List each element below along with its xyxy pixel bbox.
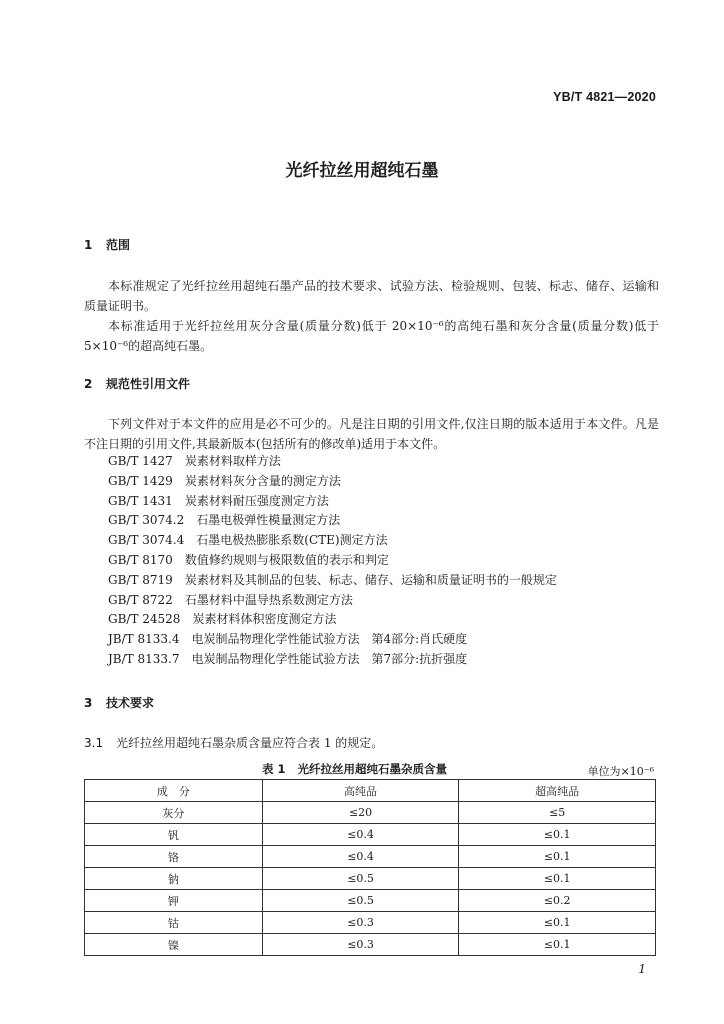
high-purity-cell: ≤0.4: [262, 824, 459, 846]
document-title: 光纤拉丝用超纯石墨: [285, 161, 439, 181]
reference-item: GB/T 8719 炭素材料及其制品的包装、标志、储存、运输和质量证明书的一般规定: [108, 572, 557, 587]
scope-paragraph-2: 本标准适用于光纤拉丝用灰分含量(质量分数)低于 20×10⁻⁶的高纯石墨和灰分含量(质量分数)低于 5×10⁻⁶的超高纯石墨。: [84, 319, 659, 353]
section-1-heading: [84, 236, 130, 253]
high-purity-cell: ≤0.5: [262, 868, 459, 890]
section-number: 3: [84, 696, 93, 710]
column-header-component: 成 分: [85, 780, 263, 802]
section-title: 范围: [106, 238, 131, 252]
section-3-heading: [84, 694, 154, 711]
component-cell: 钴: [85, 912, 263, 934]
table-row: [85, 890, 656, 912]
high-purity-cell: ≤0.5: [262, 890, 459, 912]
component-cell: 铬: [85, 846, 263, 868]
table-caption: [262, 761, 447, 777]
high-purity-cell: ≤0.3: [262, 934, 459, 956]
component-cell: 灰分: [85, 802, 263, 824]
reference-item: GB/T 8170 数值修约规则与极限数值的表示和判定: [108, 552, 389, 567]
column-header-high-purity: 高纯品: [262, 780, 459, 802]
table-row: [85, 934, 656, 956]
reference-item: GB/T 1431 炭素材料耐压强度测定方法: [108, 493, 329, 508]
table-row: [85, 802, 656, 824]
references-intro-paragraph: 下列文件对于本文件的应用是必不可少的。凡是注日期的引用文件,仅注日期的版本适用于本文件。凡是不注日期的引用文件,其最新版本(包括所有的修改单)适用于本文件。: [84, 417, 659, 451]
scope-paragraph-1: 本标准规定了光纤拉丝用超纯石墨产品的技术要求、试验方法、检验规则、包装、标志、储存、运输和质量证明书。: [84, 279, 659, 313]
ultra-high-purity-cell: ≤0.2: [459, 890, 656, 912]
reference-item: GB/T 8722 石墨材料中温导热系数测定方法: [108, 592, 353, 607]
component-cell: 钾: [85, 890, 263, 912]
table-row: [85, 912, 656, 934]
component-cell: 镍: [85, 934, 263, 956]
reference-item: JB/T 8133.7 电炭制品物理化学性能试验方法 第7部分:抗折强度: [108, 651, 468, 666]
ultra-high-purity-cell: ≤0.1: [459, 824, 656, 846]
table-title: 光纤拉丝用超纯石墨杂质含量: [297, 762, 448, 776]
section-title: 技术要求: [106, 696, 155, 710]
table-row: [85, 824, 656, 846]
section-title: 规范性引用文件: [106, 377, 191, 391]
reference-item: GB/T 24528 炭素材料体积密度测定方法: [108, 612, 337, 627]
table-row: [85, 868, 656, 890]
document-code: YB/T 4821—2020: [553, 90, 656, 104]
impurity-content-table: [84, 779, 656, 956]
clause-number: 3.1: [84, 736, 104, 750]
section-number: 2: [84, 377, 93, 391]
reference-item: GB/T 1429 炭素材料灰分含量的测定方法: [108, 473, 341, 488]
ultra-high-purity-cell: ≤0.1: [459, 934, 656, 956]
reference-item: JB/T 8133.4 电炭制品物理化学性能试验方法 第4部分:肖氏硬度: [108, 632, 468, 647]
reference-item: GB/T 1427 炭素材料取样方法: [108, 454, 281, 468]
ultra-high-purity-cell: ≤0.1: [459, 868, 656, 890]
table-number: 表 1: [262, 762, 286, 776]
section-number: 1: [84, 238, 93, 252]
table-row: [85, 846, 656, 868]
component-cell: 钒: [85, 824, 263, 846]
clause-text: 光纤拉丝用超纯石墨杂质含量应符合表 1 的规定。: [116, 736, 384, 750]
ultra-high-purity-cell: ≤0.1: [459, 846, 656, 868]
high-purity-cell: ≤20: [262, 802, 459, 824]
clause-3-1: [84, 734, 383, 751]
table-unit-note: 单位为×10⁻⁶: [587, 765, 654, 778]
column-header-ultra-high-purity: 超高纯品: [459, 780, 656, 802]
ultra-high-purity-cell: ≤0.1: [459, 912, 656, 934]
reference-item: GB/T 3074.4 石墨电极热膨胀系数(CTE)测定方法: [108, 533, 388, 548]
high-purity-cell: ≤0.3: [262, 912, 459, 934]
component-cell: 钠: [85, 868, 263, 890]
normative-references-list: [108, 452, 557, 670]
table-header-row: [85, 780, 656, 802]
high-purity-cell: ≤0.4: [262, 846, 459, 868]
page-number: 1: [638, 962, 646, 976]
ultra-high-purity-cell: ≤5: [459, 802, 656, 824]
reference-item: GB/T 3074.2 石墨电极弹性模量测定方法: [108, 513, 341, 528]
section-2-heading: [84, 375, 190, 392]
